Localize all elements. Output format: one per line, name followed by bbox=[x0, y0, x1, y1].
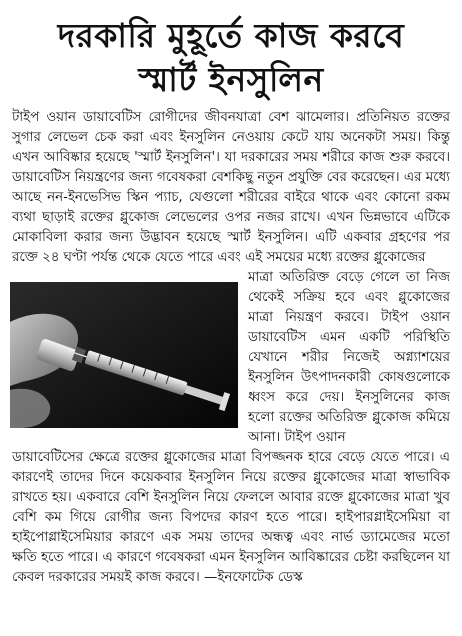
headline-line-1: দরকারি মুহূর্তে কাজ করবে bbox=[57, 16, 405, 55]
headline bbox=[12, 14, 450, 102]
body-intro: টাইপ ওয়ান ডায়াবেটিস রোগীদের জীবনযাত্রা বেশ ঝামেলার। প্রতিনিয়ত রক্তের সুগার লেভেল চেক করা এবং ইনসুলিন নেওয়ায় কেটে যায় অনেকটা সময়। কিন্তু এখন আবিষ্কার হয়েছে 'স্মার্ট ইনসুলিন'। যা দরকারের সময় শরীরে কাজ শুরু করবে। ডায়াবেটিস নিয়ন্ত্রণের জন্য গবেষকরা বেশকিছু নতুন প্রযুক্তি বের করেছেন। এর মধ্যে আছে নন-ইনভেসিভ স্কিন প্যাচ, যেগুলো শরীরের বাইরে থাকে এবং কোনো রকম ব্যথা ছাড়াই রক্তের গ্লুকোজ লেভেলের ওপর নজর রাখে। এখন ভিন্নভাবে এটিকে মোকাবিলা করার জন্য উদ্ভাবন হয়েছে স্মার্ট ইনসুলিন। এটি একবার গ্রহণের পর রক্তে ২৪ ঘণ্টা পর্যন্ত থেকে যেতে পারে এবং এই সময়ের মধ্যে রক্তের গ্লুকোজের bbox=[12, 110, 450, 265]
syringe-photo bbox=[10, 282, 238, 428]
image-section bbox=[12, 268, 450, 448]
headline-line-2: স্মার্ট ইনসুলিন bbox=[138, 60, 324, 99]
body-conclusion: ডায়াবেটিসের ক্ষেত্রে রক্তের গ্লুকোজের মাত্রা বিপজ্জনক হারে বেড়ে যেতে পারে। এ কারণেই তাদের দিনে কয়েকবার ইনসুলিন নিয়ে রক্তের গ্লুকোজের মাত্রা স্বাভাবিক রাখতে হয়। একবারে বেশি ইনসুলিন নিয়ে ফেললে আবার রক্তে গ্লুকোজের মাত্রা খুব বেশি কম গিয়ে রোগীর জন্য বিপদের কারণ হতে পারে। হাইপারগ্লাইসেমিয়া বা হাইপোগ্লাইসেমিয়ার কারণে এক সময় তাদের অন্ধত্ব এবং নার্ভ ড্যামেজের মতো ক্ষতি হতে পারে। এ কারণে গবেষকরা এমন ইনসুলিন আবিষ্কারের চেষ্টা করছিলেন যা কেবল দরকারের সময়ই কাজ করবে। —ইনফোটেক ডেস্ক bbox=[12, 450, 450, 585]
body-beside-image: মাত্রা অতিরিক্ত বেড়ে গেলে তা নিজ থেকেই সক্রিয় হবে এবং গ্লুকোজের মাত্রা নিয়ন্ত্রণ করবে। টাইপ ওয়ান ডায়াবেটিস এমন একটি পরিস্থিতি যেখানে শরীর নিজেই অগ্ন্যাশয়ের ইনসুলিন উৎপাদনকারী কোষগুলোকে ধ্বংস করে দেয়। ইনসুলিনের কাজ হলো রক্তের অতিরিক্ত গ্লুকোজ কমিয়ে আনা। টাইপ ওয়ান bbox=[248, 270, 450, 445]
